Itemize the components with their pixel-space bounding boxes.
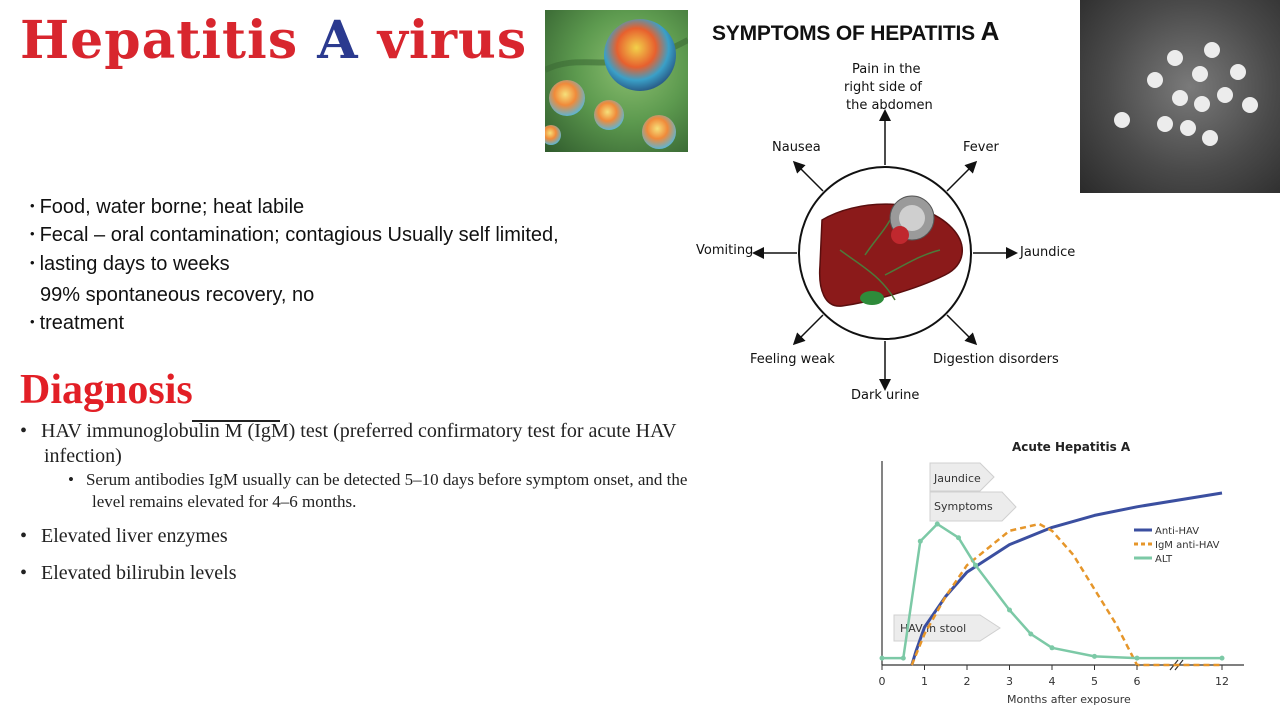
x-tick-label: 6 <box>1133 675 1141 688</box>
x-tick-label: 4 <box>1048 675 1056 688</box>
diagnosis-item: • HAV immunoglobulin M (IgM) test (preferred confirmatory test for acute HAV <box>20 420 677 442</box>
data-point-alt <box>956 535 961 540</box>
symptoms-title: SYMPTOMS OF HEPATITIS A <box>712 16 1000 46</box>
title-word-hepatitis: Hepatitis <box>20 10 318 71</box>
x-axis-label: Months after exposure <box>1007 693 1131 706</box>
symptom-label-digestion: Digestion disorders <box>933 352 1059 367</box>
x-tick-label: 3 <box>1006 675 1013 688</box>
legend-label-igm: IgM anti-HAV <box>1155 540 1220 551</box>
symptom-label-pain: the abdomen <box>846 98 933 113</box>
annotation-jaundice: Jaundice <box>934 472 981 485</box>
x-tick-label: 1 <box>921 675 928 688</box>
data-point-alt <box>880 656 885 661</box>
arrow-fever <box>947 163 975 191</box>
chart-legend <box>1134 526 1220 565</box>
data-point-alt <box>973 563 978 568</box>
symptom-label-pain: Pain in the <box>852 62 921 77</box>
symptom-label-vomiting: Vomiting <box>696 243 754 258</box>
bullet-item: • treatment <box>30 312 125 334</box>
data-point-alt <box>935 522 940 527</box>
x-tick-label: 0 <box>878 675 886 688</box>
bullet-item: • lasting days to weeks <box>30 253 230 275</box>
annotation-stool: HAV in stool <box>900 622 967 635</box>
x-tick-label: 12 <box>1215 675 1229 688</box>
data-point-alt <box>1220 656 1225 661</box>
legend-label-anti-hav: Anti-HAV <box>1155 526 1200 537</box>
arrow-digestion <box>947 315 975 343</box>
diagnosis-subitem-continuation: level remains elevated for 4–6 months. <box>92 492 357 511</box>
symptom-label-weak: Feeling weak <box>750 352 835 367</box>
electron-microscope-image <box>1080 0 1280 193</box>
page-title <box>20 6 527 76</box>
title-word-virus: virus <box>377 10 528 71</box>
data-point-alt <box>1007 608 1012 613</box>
hepatitis-chart <box>862 455 1262 717</box>
symptom-label-fever: Fever <box>963 140 999 155</box>
x-tick-label: 2 <box>963 675 971 688</box>
symptom-label-urine: Dark urine <box>851 388 920 403</box>
chart-title: Acute Hepatitis A <box>1012 440 1131 454</box>
data-point-alt <box>1135 656 1140 661</box>
gallbladder-illustration <box>860 291 884 305</box>
data-point-alt <box>901 656 906 661</box>
legend-label-alt: ALT <box>1155 554 1173 565</box>
x-tick-label: 5 <box>1091 675 1098 688</box>
diagnosis-item: • Elevated liver enzymes <box>20 525 228 547</box>
data-point-alt <box>1028 632 1033 637</box>
data-point-alt <box>918 539 923 544</box>
bullet-item: • Food, water borne; heat labile <box>30 196 305 218</box>
data-point-alt <box>1050 645 1055 650</box>
bullet-item: • Fecal – oral contamination; contagious Usually self limited, <box>30 224 559 246</box>
diagnosis-heading: Diagnosis <box>20 367 193 413</box>
title-word-a: A <box>317 10 378 71</box>
arrow-nausea <box>795 163 823 191</box>
data-point-alt <box>1092 654 1097 659</box>
symptom-label-pain: right side of <box>844 80 922 95</box>
symptom-label-nausea: Nausea <box>772 140 821 155</box>
virus-illustration-image <box>545 10 688 152</box>
diagnosis-item-continuation: infection) <box>44 445 122 467</box>
diagnosis-subitem: • Serum antibodies IgM usually can be detected 5–10 days before symptom onset, and the <box>68 470 688 489</box>
diagnosis-item: • Elevated bilirubin levels <box>20 562 237 584</box>
bullet-text: 99% spontaneous recovery, no <box>40 284 315 306</box>
symptom-label-jaundice: Jaundice <box>1020 245 1076 260</box>
annotation-symptoms: Symptoms <box>934 500 993 513</box>
arrow-weak <box>795 315 823 343</box>
